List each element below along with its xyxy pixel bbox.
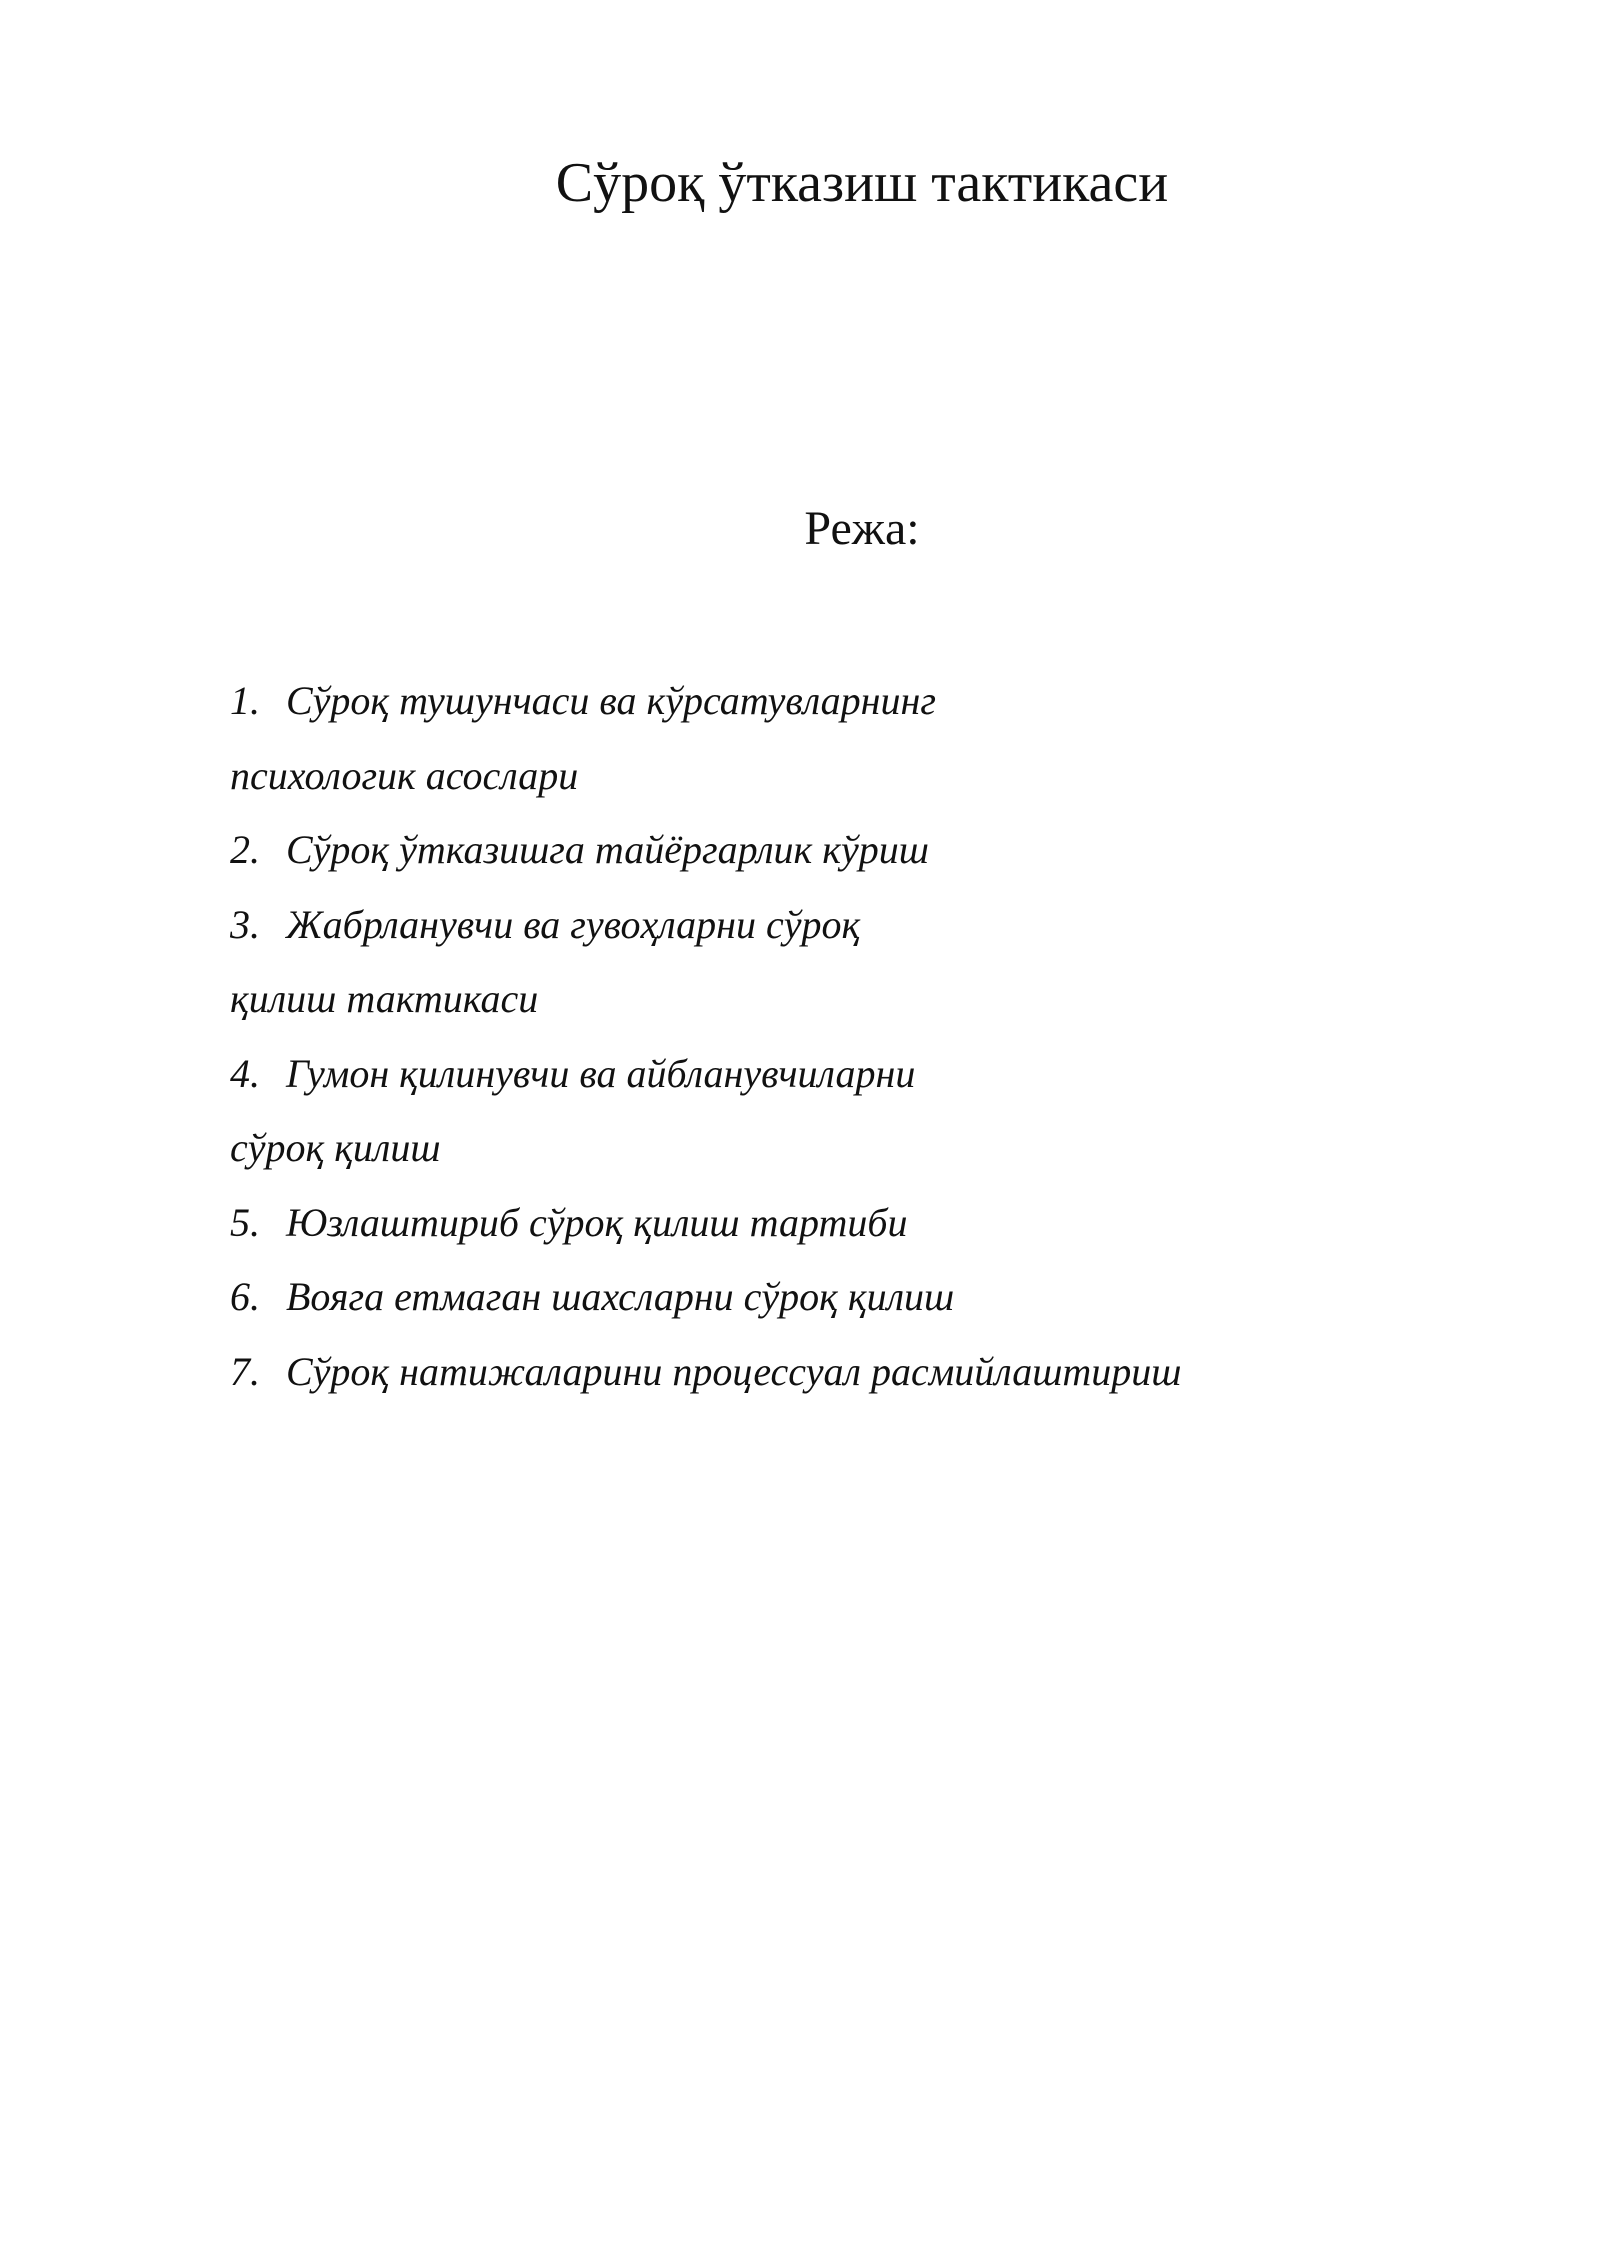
plan-item-text: Сўроқ ўтказишга тайёргарлик кўриш — [286, 827, 929, 872]
plan-item-2 — [230, 813, 1530, 888]
plan-item-1 — [230, 664, 1530, 813]
plan-item-text: Вояга етмаган шахсларни сўроқ қилиш — [286, 1274, 955, 1319]
plan-item-5 — [230, 1186, 1530, 1261]
plan-item-4 — [230, 1037, 1530, 1186]
plan-item-6 — [230, 1260, 1530, 1335]
plan-item-first-line — [230, 1335, 1530, 1410]
plan-item-continuation-line: қилиш тактикаси — [230, 976, 539, 1021]
plan-item-number: 3. — [230, 901, 260, 947]
plan-item-text: Юзлаштириб сўроқ қилиш тартиби — [286, 1199, 908, 1245]
plan-item-number: 5. — [230, 1199, 260, 1245]
plan-item-7 — [230, 1335, 1530, 1410]
document-title: Сўроқ ўтказиш тактикаси — [555, 152, 1169, 214]
plan-item-text: Гумон қилинувчи ва айбланувчиларни — [286, 1050, 916, 1096]
plan-item-number: 1. — [230, 678, 260, 723]
plan-item-first-line — [230, 664, 1530, 739]
plan-item-text: Жабрланувчи ва гувоҳларни сўроқ — [286, 901, 861, 947]
plan-item-first-line — [230, 1037, 1530, 1112]
plan-item-text: Сўроқ тушунчаси ва кўрсатувларнинг — [286, 678, 936, 723]
plan-list — [230, 664, 1530, 1409]
plan-item-first-line — [230, 1186, 1530, 1261]
plan-item-number: 6. — [230, 1274, 260, 1319]
plan-item-number: 2. — [230, 827, 260, 872]
plan-item-continuation-line: сўроқ қилиш — [230, 1125, 441, 1170]
plan-item-first-line — [230, 1260, 1530, 1335]
plan-item-text: Сўроқ натижаларини процессуал расмийлаштириш — [286, 1348, 1182, 1394]
plan-heading: Режа: — [804, 502, 920, 555]
plan-item-first-line — [230, 888, 1530, 963]
plan-item-number: 4. — [230, 1050, 260, 1096]
plan-item-number: 7. — [230, 1348, 260, 1394]
plan-item-first-line — [230, 813, 1530, 888]
plan-item-3 — [230, 888, 1530, 1037]
plan-item-continuation-line: психологик асослари — [230, 752, 579, 798]
